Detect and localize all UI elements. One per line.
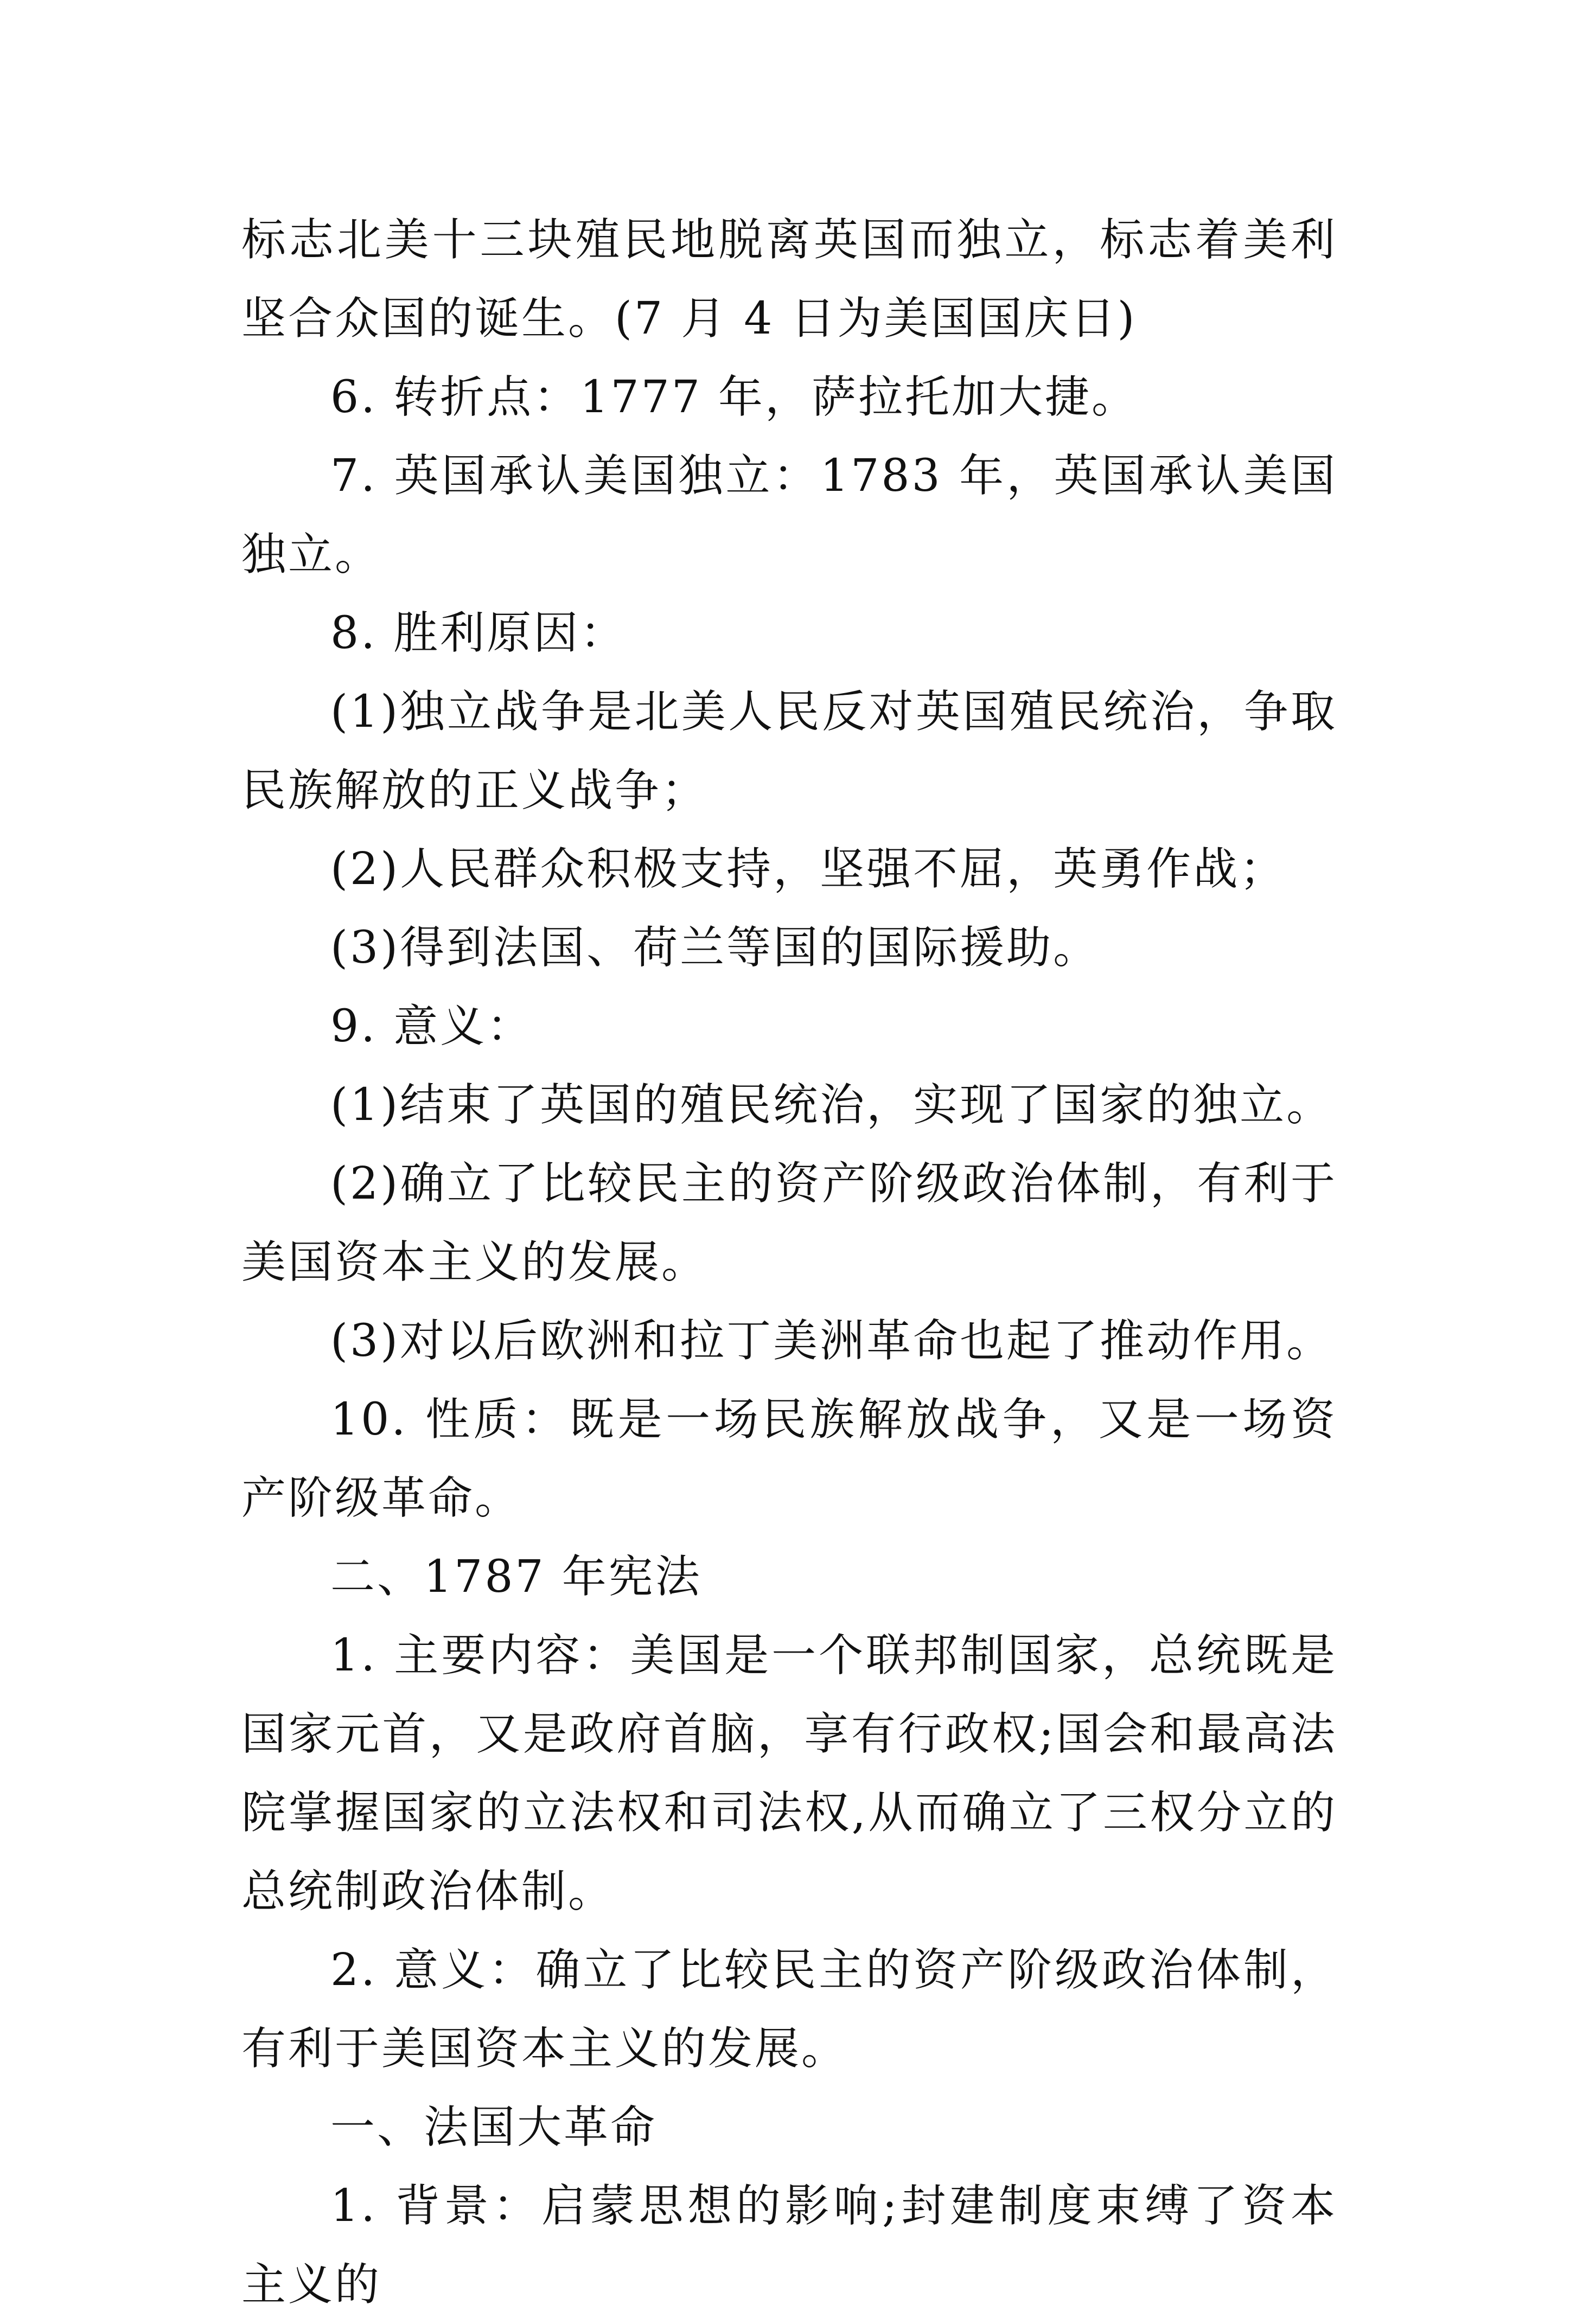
paragraph-3: 7. 英国承认美国独立：1783 年，英国承认美国独立。 bbox=[241, 450, 1337, 580]
paragraph-15: 2. 意义：确立了比较民主的资产阶级政治体制，有利于美国资本主义的发展。 bbox=[241, 1944, 1337, 2075]
paragraph-8: 9. 意义： bbox=[330, 1001, 534, 1052]
paragraph-2: 6. 转折点：1777 年，萨拉托加大捷。 bbox=[330, 372, 1139, 423]
paragraph-4: 8. 胜利原因： bbox=[330, 607, 627, 659]
paragraph-12: 10. 性质：既是一场民族解放战争，又是一场资产阶级革命。 bbox=[241, 1394, 1337, 1524]
paragraph-6: (2)人民群众积极支持，坚强不屈，英勇作战； bbox=[330, 843, 1287, 895]
section-heading-1787-constitution: 二、1787 年宪法 bbox=[330, 1551, 702, 1603]
paragraph-5: (1)独立战争是北美人民反对英国殖民统治，争取民族解放的正义战争； bbox=[241, 686, 1337, 816]
paragraph-7: (3)得到法国、荷兰等国的国际援助。 bbox=[330, 922, 1100, 974]
body-text bbox=[241, 201, 1337, 2324]
paragraph-9: (1)结束了英国的殖民统治，实现了国家的独立。 bbox=[330, 1079, 1333, 1131]
paragraph-1: 标志北美十三块殖民地脱离英国而独立，标志着美利坚合众国的诞生。(7 月 4 日为美国国庆日) bbox=[241, 214, 1337, 344]
paragraph-10: (2)确立了比较民主的资产阶级政治体制，有利于美国资本主义的发展。 bbox=[241, 1158, 1337, 1288]
paragraph-14: 1. 主要内容：美国是一个联邦制国家，总统既是国家元首，又是政府首脑，享有行政权;国会和最高法院掌握国家的立法权和司法权,从而确立了三权分立的总统制政治体制。 bbox=[241, 1630, 1337, 1917]
section-heading-french-revolution: 一、法国大革命 bbox=[330, 2102, 658, 2153]
paragraph-11: (3)对以后欧洲和拉丁美洲革命也起了推动作用。 bbox=[330, 1315, 1333, 1367]
paragraph-17: 1. 背景：启蒙思想的影响;封建制度束缚了资本主义的 bbox=[241, 2180, 1337, 2310]
